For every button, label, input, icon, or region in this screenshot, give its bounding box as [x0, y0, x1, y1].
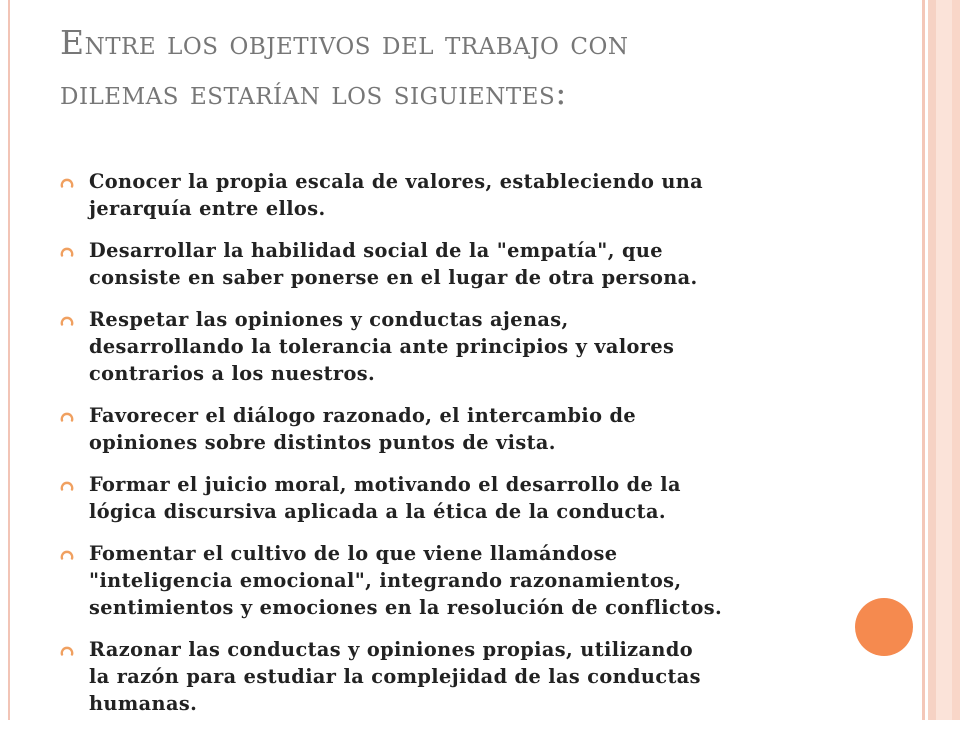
- bullet-arc-icon: [60, 313, 74, 327]
- bullet-item: [60, 471, 850, 525]
- bullet-arc-icon: [60, 643, 74, 657]
- bullet-arc-icon: [60, 409, 74, 423]
- bullet-line: Conocer la propia escala de valores, estableciendo una: [89, 170, 704, 193]
- bullet-item: [60, 636, 850, 717]
- bullet-arc-icon: [60, 547, 74, 561]
- bullet-arc-icon: [60, 478, 74, 492]
- bullet-line: Desarrollar la habilidad social de la "empatía", que: [89, 239, 663, 262]
- bullet-line: opiniones sobre distintos puntos de vista.: [89, 431, 556, 454]
- bullet-item: [60, 540, 850, 621]
- bullet-item: [60, 168, 850, 222]
- bullet-item: [60, 306, 850, 387]
- bullet-item: [60, 237, 850, 291]
- bullet-line: sentimientos y emociones en la resolución de conflictos.: [89, 596, 723, 619]
- bullet-line: Formar el juicio moral, motivando el desarrollo de la: [89, 473, 681, 496]
- bullet-line: Favorecer el diálogo razonado, el intercambio de: [89, 404, 637, 427]
- bullet-arc-icon: [60, 244, 74, 258]
- bullet-line: desarrollando la tolerancia ante principios y valores: [89, 335, 675, 358]
- bullet-item: [60, 402, 850, 456]
- stripe: [928, 0, 936, 720]
- bullet-line: contrarios a los nuestros.: [89, 362, 376, 385]
- title-line-2: dilemas estarían los siguientes:: [60, 73, 567, 112]
- bullet-line: humanas.: [89, 692, 198, 715]
- title-line-1: Entre los objetivos del trabajo con: [60, 23, 629, 62]
- bullet-line: consiste en saber ponerse en el lugar de otra persona.: [89, 266, 698, 289]
- bullet-line: "inteligencia emocional", integrando razonamientos,: [89, 569, 682, 592]
- bullet-list: [60, 168, 850, 732]
- bullet-arc-icon: [60, 175, 74, 189]
- slide-title: [60, 18, 820, 118]
- bullet-line: jerarquía entre ellos.: [89, 197, 326, 220]
- stripe: [922, 0, 925, 720]
- bullet-line: Fomentar el cultivo de lo que viene llamándose: [89, 542, 618, 565]
- bullet-line: lógica discursiva aplicada a la ética de la conducta.: [89, 500, 666, 523]
- stripe: [952, 0, 960, 720]
- decorative-side-stripes: [922, 0, 960, 720]
- bullet-line: Respetar las opiniones y conductas ajenas,: [89, 308, 569, 331]
- bullet-line: Razonar las conductas y opiniones propias, utilizando: [89, 638, 693, 661]
- bullet-line: la razón para estudiar la complejidad de las conductas: [89, 665, 701, 688]
- stripe: [936, 0, 952, 720]
- left-border-line: [8, 0, 10, 720]
- decorative-orange-circle: [855, 598, 913, 656]
